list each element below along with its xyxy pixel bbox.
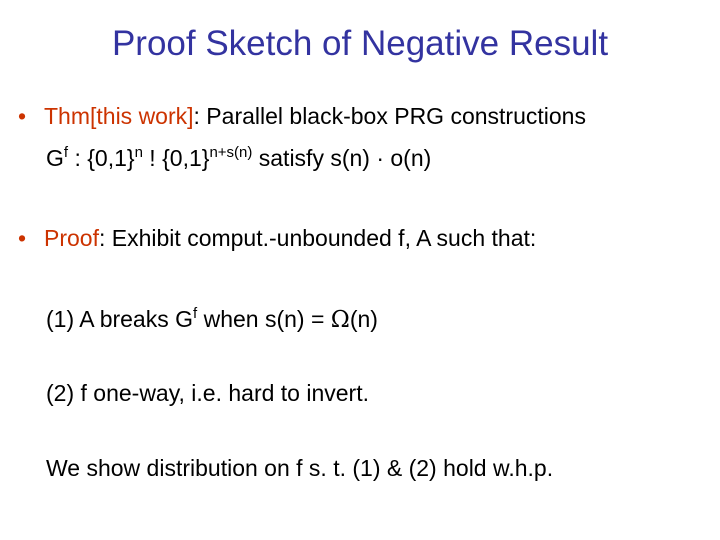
bullet-dot-icon: • [18, 103, 27, 129]
conclusion: We show distribution on f s. t. (1) & (2) hold w.h.p. [46, 455, 554, 481]
item-1-pre: (1) A breaks G [46, 306, 194, 332]
generator-symbol: G [46, 145, 64, 171]
item-2: (2) f one-way, i.e. hard to invert. [46, 380, 369, 406]
theorem-label: Thm[this work] [44, 103, 194, 129]
omega-symbol: Ω [330, 307, 350, 333]
domain-sup: n [134, 144, 143, 161]
conclusion-text: satisfy s(n) · o(n) [252, 145, 432, 171]
item-1-sup: f [193, 305, 198, 322]
proof-text: : Exhibit comput.-unbounded f, A such that: [98, 225, 537, 251]
bullet-proof [18, 227, 536, 250]
range-sup: n+s(n) [209, 144, 253, 161]
theorem-statement [46, 144, 432, 171]
slide-title: Proof Sketch of Negative Result [111, 24, 609, 63]
range-text: ! {0,1} [142, 145, 210, 171]
theorem-text: : Parallel black-box PRG constructions [193, 103, 586, 129]
bullet-theorem [18, 105, 586, 128]
domain-text: : {0,1} [68, 145, 135, 171]
item-1-end: (n) [349, 306, 378, 332]
item-1 [46, 305, 378, 333]
proof-label: Proof [44, 225, 99, 251]
generator-oracle-sup: f [63, 144, 69, 161]
bullet-dot-icon: • [18, 225, 27, 251]
item-1-post: when s(n) = [197, 306, 331, 332]
